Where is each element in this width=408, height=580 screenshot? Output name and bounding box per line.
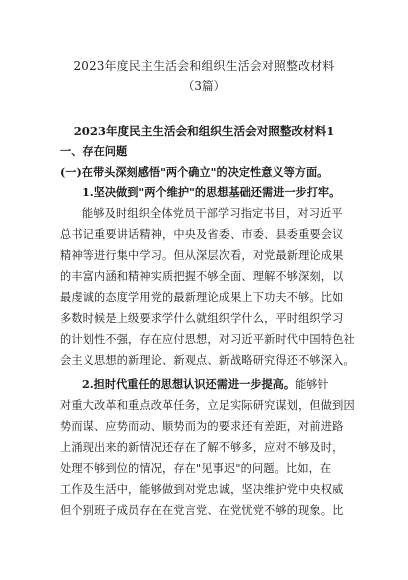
paragraph-line: 工作及生活中，能够做到对党忠诚，坚决维护党中央权威 [60,483,344,496]
paragraph-line: 最虔诚的态度学用党的最新理论成果上下功夫不够。比如 [60,291,344,304]
paragraph-line: 处理不够到位的情况，存在"见事迟"的问题。比如，在 [60,462,332,475]
paragraph-line: 对重大改革和重点改革任务，立足实际研究谋划，但做到因 [60,399,355,412]
item-2-title: 2.担时代重任的思想认识还需进一步提高。 [82,377,296,391]
item-2-line [82,376,360,393]
heading-1-1: (一)在带头深刻感悟"两个确立"的决定性意义等方面。 [60,165,329,179]
paragraph-line: 能够及时组织全体党员干部学习指定书目，对习近平 [82,207,343,220]
item-2-first-text: 能够针 [295,378,329,391]
heading-1: 一、存在问题 [60,144,128,158]
document-count: （3篇） [182,79,226,93]
document-title: 2023年度民主生活会和组织生活会对照整改材料 [73,59,335,73]
paragraph-line: 多数时候是上级要求学什么就组织学什么，平时组织学习 [60,312,344,325]
paragraph-line: 但个别班子成员存在在党言党、在党忧党不够的现象。比 [60,504,344,517]
paragraph-line: 的丰富内涵和精神实质把握不够全面、理解不够深刻，以 [60,270,344,283]
paragraph-line: 的计划性不强，存在应付思想，对习近平新时代中国特色社 [60,333,355,346]
item-1-title: 1.坚决做到"两个维护"的思想基础还需进一步打牢。 [82,185,341,199]
paragraph-line: 会主义思想的新理论、新观点、新战略研究得还不够深入。 [60,354,355,367]
paragraph-line: 上涌现出来的新情况还存在了解不够多，应对不够及时， [60,441,344,454]
paragraph-line: 势而谋、应势而动、顺势而为的要求还有差距，对前进路 [60,420,344,433]
paragraph-line: 精神等进行集中学习。但从深层次看，对党最新理论成果 [60,249,344,262]
paragraph-line: 总书记重要讲话精神，中央及省委、市委、县委重要会议 [60,228,344,241]
section-title: 2023年度民主生活会和组织生活会对照整改材料1 [73,124,335,138]
